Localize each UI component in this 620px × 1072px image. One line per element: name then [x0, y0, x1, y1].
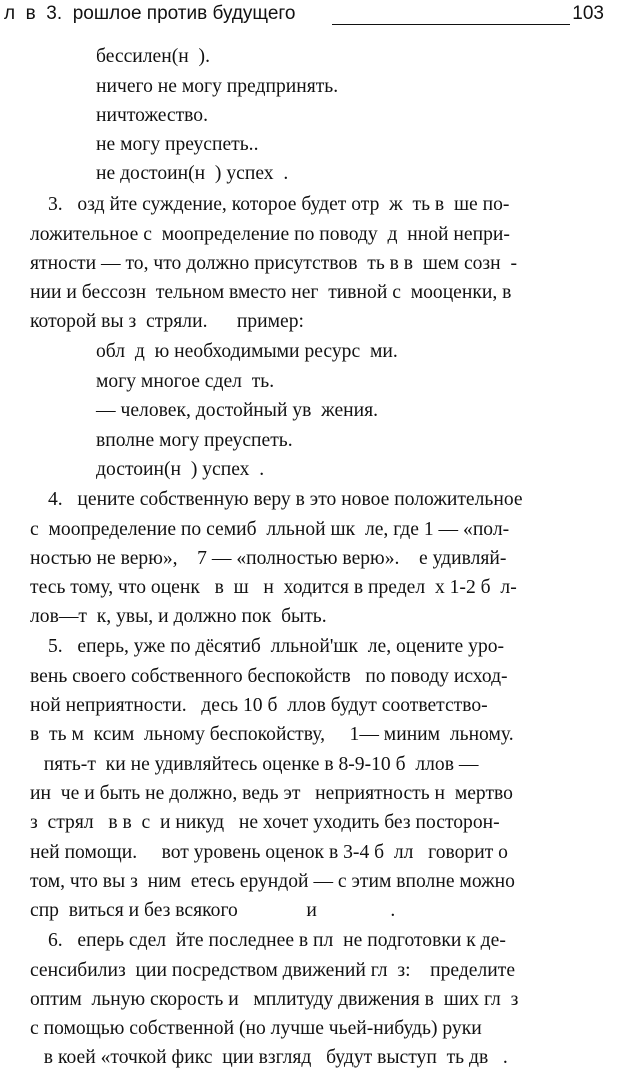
text-line: ной неприятности. десь 10 б ллов будут соответство- [30, 695, 488, 716]
text-line: с помощью собственной (но лучше чьей-нибудь) руки [30, 1018, 482, 1039]
paragraph-5-start: 5. еперь, уже по дёсятиб лльной'шк ле, оцените уро- [48, 636, 505, 657]
text-line: которой вы з стряли. пример: [30, 311, 304, 332]
text-line: не могу преуспеть.. [96, 134, 259, 155]
text-line: ятности — то, что должно присутствов ть в в шем созн - [30, 253, 517, 274]
paragraph-6-start: 6. еперь сдел йте последнее в пл не подготовки к де- [48, 930, 506, 951]
text-line: ней помощи. вот уровень оценок в 3-4 б лл говорит о [30, 842, 508, 863]
running-header [0, 0, 604, 28]
text-line: в коей «точкой фикс ции взгляд будут выступ ть дв . [34, 1047, 508, 1068]
text-line: нии и бессозн тельном вместо нег тивной с мооценки, в [30, 282, 512, 303]
example-line: достоин(н ) успех . [96, 459, 265, 480]
text-line: оптим льную скорость и мплитуду движения в ших гл з [30, 989, 519, 1010]
example-line: вполне могу преуспеть. [96, 430, 293, 451]
header-rule [332, 24, 570, 25]
text-line: пять-т ки не удивляйтесь оценке в 8-9-10 б ллов — [34, 754, 479, 775]
text-line: с моопределение по семиб лльной шк ле, где 1 — «пол- [30, 519, 510, 540]
example-line: — человек, достойный ув жения. [96, 400, 379, 421]
text-line: ничего не могу предпринять. [96, 76, 339, 97]
example-line: обл д ю необходимыми ресурс ми. [96, 341, 398, 362]
text-line: сенсибилиз ции посредством движений гл з: пределите [30, 960, 516, 981]
text-line: не достоин(н ) успех . [96, 163, 289, 184]
text-line: лов—т к, увы, и должно пок быть. [30, 606, 327, 627]
text-line: спр виться и без всякого и . [30, 900, 396, 921]
example-line: могу многое сдел ть. [96, 371, 275, 392]
text-line: тесь тому, что оценк в ш н ходится в предел х 1-2 б л- [30, 577, 517, 598]
text-line: ложительное с моопределение по поводу д нной непри- [30, 224, 510, 245]
chapter-title: л в 3. рошлое против будущего [4, 3, 296, 24]
paragraph-4-start: 4. цените собственную веру в это новое положительное [48, 489, 523, 510]
text-line: ин че и быть не должно, ведь эт неприятность н мертво [30, 783, 513, 804]
text-line: в ть м ксим льному беспокойству, 1— миним льному. [30, 724, 514, 745]
text-line: бессилен(н ). [96, 46, 210, 67]
paragraph-3-start: 3. озд йте суждение, которое будет отр ж ть в ше по- [48, 194, 510, 215]
text-line: ностью не верю», 7 — «полностью верю». е удивляй- [30, 548, 507, 569]
text-line: вень своего собственного беспокойств по поводу исход- [30, 666, 508, 687]
page-number: 103 [572, 3, 604, 24]
text-line: том, что вы з ним етесь ерундой — с этим вполне можно [30, 871, 515, 892]
text-line: ничтожество. [96, 105, 208, 126]
text-line: з стрял в в с и никуд не хочет уходить без посторон- [30, 812, 500, 833]
